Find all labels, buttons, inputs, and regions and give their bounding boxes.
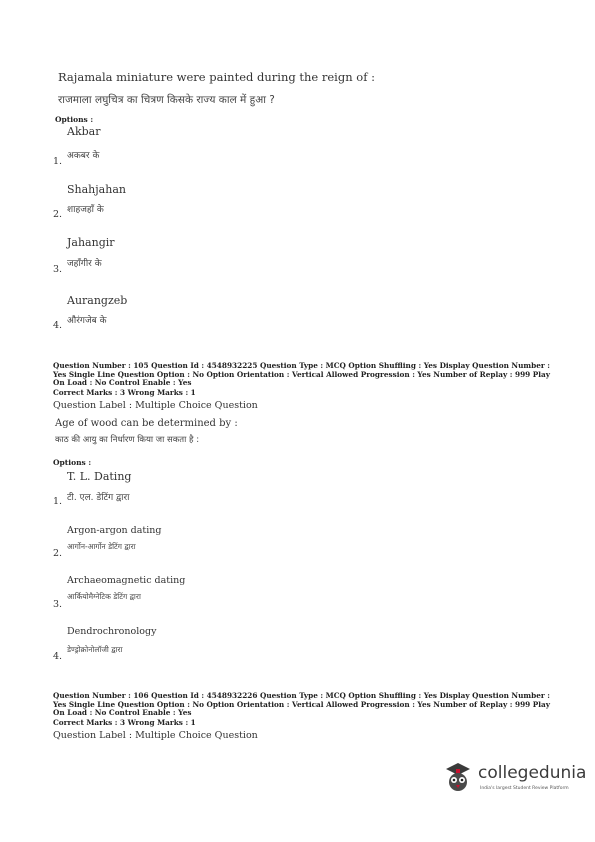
marks-info: Correct Marks : 3 Wrong Marks : 1	[53, 718, 196, 727]
option-1-hi: अकबर के	[67, 151, 100, 161]
option-2-number: 2.	[53, 209, 63, 220]
option-1-en: T. L. Dating	[67, 470, 132, 483]
logo-tagline: India's largest Student Review Platform	[480, 786, 569, 791]
option-3-hi: जहाँगीर के	[67, 259, 102, 269]
question-meta: Question Number : 106 Question Id : 4548932226 Question Type : MCQ Option Shuffling : Yes Display Question Number : Yes Single Line Question Option : No Option Orientation : Vertical Allowed Progression : Yes Number of Replay : 999 Play On Load : No Control Enable : Yes	[53, 691, 550, 718]
option-4-en: Aurangzeb	[67, 294, 128, 307]
option-2-en: Shahjahan	[67, 183, 126, 196]
options-heading: Options :	[55, 115, 94, 124]
option-4-number: 4.	[53, 651, 63, 662]
option-4-en: Dendrochronology	[67, 626, 157, 637]
collegedunia-logo	[440, 760, 587, 800]
question-label: Question Label : Multiple Choice Question	[53, 730, 258, 741]
option-2-hi: आर्गोन-आर्गोन डेटिंग द्वारा	[67, 542, 136, 551]
option-3-hi: आर्कियोमैग्नेटिक डेटिंग द्वारा	[67, 592, 141, 601]
option-4-number: 4.	[53, 320, 63, 331]
option-2-en: Argon-argon dating	[67, 525, 162, 536]
question-text-en: Rajamala miniature were painted during the reign of :	[58, 70, 375, 84]
question-text-hi: काठ की आयु का निर्धारण किया जा सकता है :	[55, 435, 200, 445]
option-4-hi: डेण्ड्रोक्रोनोलॉजी द्वारा	[67, 645, 123, 654]
option-1-number: 1.	[53, 496, 63, 507]
option-1-hi: टी. एल. डेटिंग द्वारा	[67, 493, 130, 503]
option-4-hi: औरंगजेब के	[67, 316, 107, 326]
option-1-en: Akbar	[67, 125, 101, 138]
option-2-hi: शाहजहाँ के	[67, 205, 104, 215]
option-3-number: 3.	[53, 599, 63, 610]
graduate-owl-icon	[440, 760, 476, 796]
options-heading: Options :	[53, 458, 92, 467]
option-2-number: 2.	[53, 548, 63, 559]
question-label: Question Label : Multiple Choice Question	[53, 400, 258, 411]
option-3-number: 3.	[53, 264, 63, 275]
option-3-en: Jahangir	[67, 236, 115, 249]
question-text-hi: राजमाला लघुचित्र का चित्रण किसके राज्य काल में हुआ ?	[58, 94, 275, 106]
question-meta: Question Number : 105 Question Id : 4548932225 Question Type : MCQ Option Shuffling : Yes Display Question Number : Yes Single Line Question Option : No Option Orientation : Vertical Allowed Progression : Yes Number of Replay : 999 Play On Load : No Control Enable : Yes	[53, 361, 550, 388]
question-text-en: Age of wood can be determined by :	[55, 418, 238, 429]
logo-wordmark: collegedunia	[478, 763, 587, 783]
option-1-number: 1.	[53, 156, 63, 167]
option-3-en: Archaeomagnetic dating	[67, 575, 186, 586]
marks-info: Correct Marks : 3 Wrong Marks : 1	[53, 388, 196, 397]
